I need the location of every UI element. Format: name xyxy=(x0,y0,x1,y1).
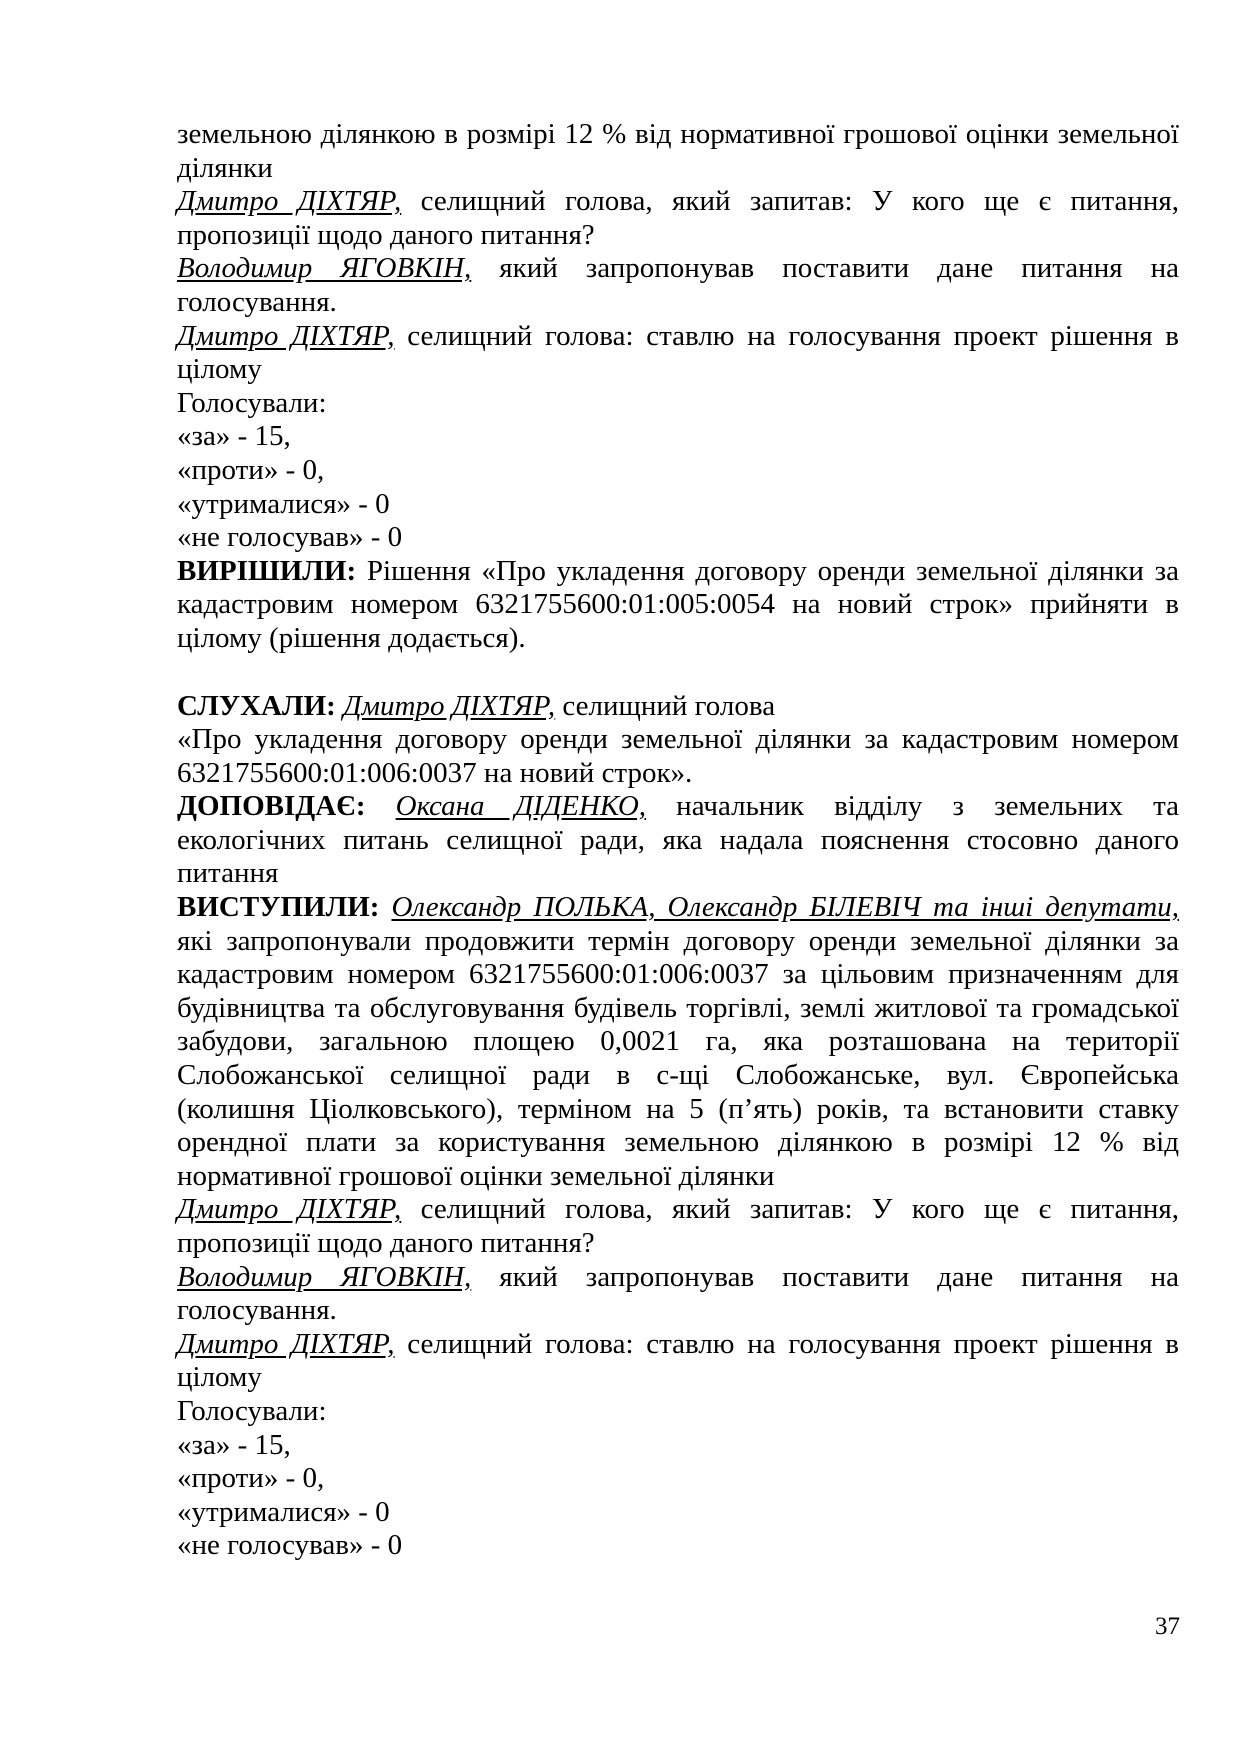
text-line: цілому xyxy=(177,1361,262,1394)
proposal-paragraph xyxy=(177,1261,1179,1328)
text-line: будівництва та обслуговування будівель торгівлі, землі житлової та громадської xyxy=(177,991,1179,1024)
proposal-paragraph xyxy=(177,252,1179,319)
text-line: нормативної грошової оцінки земельної ділянки xyxy=(177,1159,775,1192)
text-line xyxy=(177,1261,1179,1295)
vote-for: «за» - 15, xyxy=(177,420,291,453)
speaker-name: Володимир ЯГОВКІН, xyxy=(177,1260,472,1293)
report-paragraph xyxy=(177,790,1179,891)
text-line: які запропонували продовжити термін договору оренди земельної ділянки за xyxy=(177,924,1179,957)
speech-text: селищний голова: ставлю на голосування проект рішення в xyxy=(394,319,1179,352)
text-line: пропозиції щодо даного питання? xyxy=(177,218,595,251)
topic-paragraph xyxy=(177,723,1179,790)
speakers-paragraph xyxy=(177,891,1179,1193)
text-line: пропозиції щодо даного питання? xyxy=(177,1227,595,1259)
text-line xyxy=(177,555,1179,589)
vote-results xyxy=(177,1395,1179,1563)
report-label: ДОПОВІДАЄ: xyxy=(177,790,366,823)
speaker-name: Дмитро ДІХТЯР, xyxy=(177,319,395,352)
vote-abstain: «утрималися» - 0 xyxy=(177,487,390,520)
vote-call-paragraph xyxy=(177,1328,1179,1395)
speaker-name: Дмитро ДІХТЯР, xyxy=(177,1193,402,1226)
text-line: (колишня Ціолковського), терміном на 5 (п’ять) років, та встановити ставку xyxy=(177,1092,1179,1125)
text-line xyxy=(177,1193,1179,1227)
text-line: ділянки xyxy=(177,151,273,184)
heard-label: СЛУХАЛИ: xyxy=(177,689,336,722)
report-text: начальник відділу з земельних та xyxy=(646,790,1179,823)
text-line xyxy=(177,185,1179,219)
vote-against: «проти» - 0, xyxy=(177,1462,325,1495)
vote-call-paragraph xyxy=(177,320,1179,387)
speech-text: селищний голова: ставлю на голосування проект рішення в xyxy=(394,1327,1179,1360)
speaker-name: Володимир ЯГОВКІН, xyxy=(177,252,472,285)
speaker-role: селищний голова xyxy=(555,689,776,722)
text-line: забудови, загальною площею 0,0021 га, яка розташована на території xyxy=(177,1025,1179,1058)
votes-header: Голосували: xyxy=(177,386,327,419)
decision-text: Рішення «Про укладення договору оренди земельної ділянки за xyxy=(356,554,1179,587)
decided-label: ВИРІШИЛИ: xyxy=(177,554,357,587)
text-line: голосування. xyxy=(177,1294,337,1327)
text-line xyxy=(177,1328,1179,1362)
text-line: цілому (рішення додається). xyxy=(177,621,526,654)
text-line xyxy=(177,891,1179,925)
text-line: «Про укладення договору оренди земельної ділянки за кадастровим номером xyxy=(177,723,1179,756)
vote-against: «проти» - 0, xyxy=(177,453,325,486)
text-line: Слобожанської селищної ради в с-щі Слобожанське, вул. Європейська xyxy=(177,1059,1179,1092)
heard-paragraph xyxy=(177,690,1179,724)
vote-none: «не голосував» - 0 xyxy=(177,521,403,554)
text-line xyxy=(177,690,1179,724)
text-line: 6321755600:01:006:0037 на новий строк». xyxy=(177,756,693,789)
text-line: орендної плати за користування земельною ділянкою в розмірі 12 % від xyxy=(177,1126,1179,1159)
text-line: цілому xyxy=(177,353,262,386)
speaker-name: Дмитро ДІХТЯР, xyxy=(177,185,402,218)
vote-none: «не голосував» - 0 xyxy=(177,1529,403,1562)
speaker-names: Олександр ПОЛЬКА, Олександр БІЛЕВІЧ та інші депутати, xyxy=(391,891,1180,924)
continuation-paragraph xyxy=(177,118,1179,185)
question-paragraph xyxy=(177,185,1179,252)
text-line xyxy=(177,790,1179,824)
text-line xyxy=(177,252,1179,286)
question-paragraph xyxy=(177,1193,1179,1260)
text-line: екологічних питань селищної ради, яка надала пояснення стосовно даного xyxy=(177,823,1179,856)
speaker-name: Дмитро ДІХТЯР, xyxy=(177,1327,395,1360)
speech-text: селищний голова, який запитав: У кого ще є питання, xyxy=(401,185,1179,218)
speech-text: який запропонував поставити дане питання на xyxy=(471,252,1179,285)
page-body xyxy=(177,118,1179,1563)
text-line xyxy=(177,320,1179,354)
votes-header: Голосували: xyxy=(177,1394,327,1427)
speaker-name: Дмитро ДІХТЯР, xyxy=(343,689,556,722)
speech-text: селищний голова, який запитав: У кого ще є питання, xyxy=(401,1193,1179,1226)
vote-results xyxy=(177,387,1179,555)
text-line: кадастровим номером 6321755600:01:005:0054 на новий строк» прийняти в xyxy=(177,588,1179,621)
vote-abstain: «утрималися» - 0 xyxy=(177,1495,390,1528)
spoke-label: ВИСТУПИЛИ: xyxy=(177,891,380,924)
text-line: кадастровим номером 6321755600:01:006:0037 за цільовим призначенням для xyxy=(177,958,1179,991)
speech-text: який запропонував поставити дане питання на xyxy=(471,1260,1179,1293)
speaker-name: Оксана ДІДЕНКО, xyxy=(395,790,647,823)
decision-paragraph xyxy=(177,555,1179,656)
paragraph-gap xyxy=(177,656,1179,690)
page-number: 37 xyxy=(1155,1613,1180,1640)
text-line: земельною ділянкою в розмірі 12 % від нормативної грошової оцінки земельної xyxy=(177,118,1179,150)
text-line: питання xyxy=(177,857,279,890)
vote-for: «за» - 15, xyxy=(177,1428,291,1461)
text-line: голосування. xyxy=(177,285,337,318)
